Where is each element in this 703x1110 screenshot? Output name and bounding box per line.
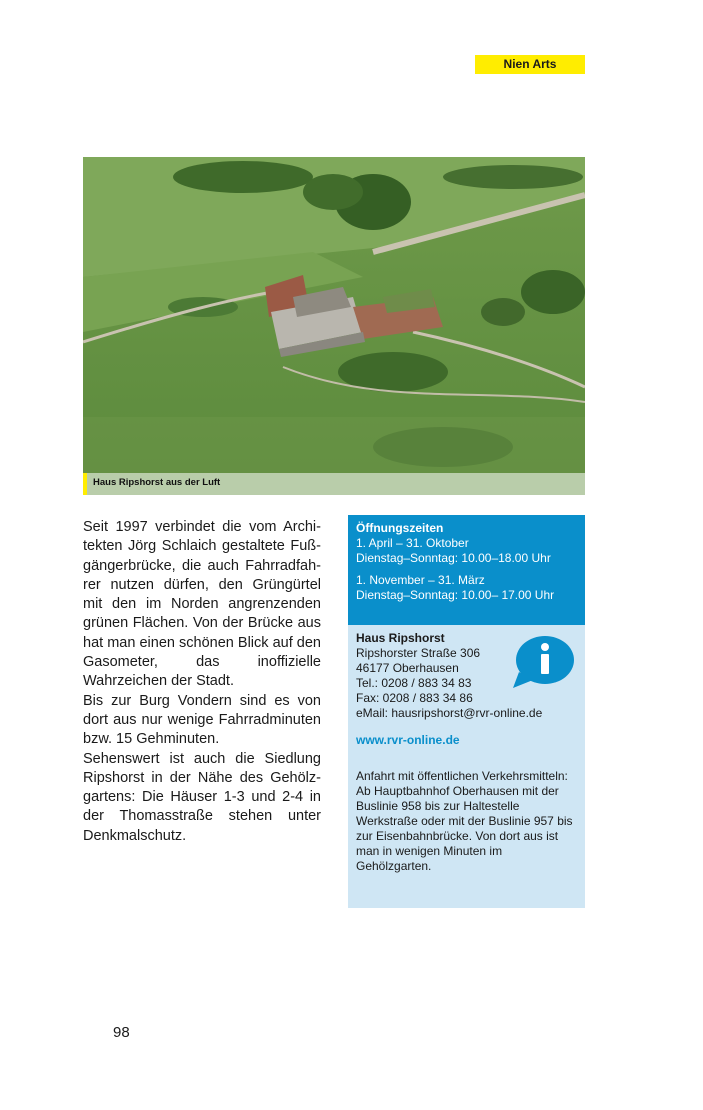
contact-box (348, 625, 585, 908)
contact-tel: Tel.: 0208 / 883 34 83 (356, 676, 472, 690)
contact-email[interactable]: eMail: hausripshorst@rvr-online.de (356, 706, 543, 720)
aerial-photo (83, 157, 585, 495)
website-link[interactable]: www.rvr-online.de (356, 733, 460, 747)
contact-street: Ripshorster Straße 306 (356, 646, 481, 660)
body-paragraph-1: Seit 1997 verbindet die vom Architekten Jörg Schlaich gestaltete Fußgängerbrücke, die auch Fahrradfahrer nutzen dürfen, den Grüngürtel mit den im Norden angrenzenden grünen Flächen. Von der Brücke aus hat man einen schönen Blick auf den Gasometer, das inoffizielle Wahrzeichen der Stadt. (83, 519, 321, 690)
opening-hours-title: Öffnungszeiten (356, 521, 444, 535)
winter-hours: Dienstag–Sonntag: 10.00– 17.00 Uhr (356, 588, 555, 602)
section-tag: Nien Arts (475, 55, 585, 74)
body-paragraph-3: Sehenswert ist auch die Siedlung Ripshorst in der Nähe des Gehölzgartens: Die Häuser 1-3 und 2-4 in der Thomasstraße stehen unter Denkmalschutz. (83, 750, 321, 844)
body-paragraph-2: Bis zur Burg Vondern sind es von dort aus nur wenige Fahrradminuten bzw. 15 Gehminuten. (83, 692, 321, 748)
opening-hours-box (348, 515, 585, 625)
photo-caption-strip (83, 473, 585, 495)
caption-accent-bar (83, 473, 87, 495)
summer-hours: Dienstag–Sonntag: 10.00–18.00 Uhr (356, 551, 551, 565)
aerial-photo-illustration (83, 157, 585, 495)
contact-name: Haus Ripshorst (356, 631, 445, 645)
directions-text: Anfahrt mit öffentlichen Verkehrsmitteln: Ab Hauptbahnhof Oberhausen mit der Buslinie 958 bis zur Haltestelle Werkstraße oder mit der Buslinie 957 bis zur Eisenbahnbrücke. Von dort aus ist man in wenigen Minuten im Gehölzgarten. (356, 769, 573, 873)
photo-caption: Haus Ripshorst aus der Luft (93, 477, 221, 488)
page-number: 98 (113, 1024, 130, 1041)
contact-fax: Fax: 0208 / 883 34 86 (356, 691, 473, 705)
info-icon (511, 634, 575, 690)
summer-period: 1. April – 31. Oktober (356, 536, 469, 550)
contact-city: 46177 Oberhausen (356, 661, 459, 675)
body-text (83, 518, 321, 846)
winter-period: 1. November – 31. März (356, 573, 485, 587)
